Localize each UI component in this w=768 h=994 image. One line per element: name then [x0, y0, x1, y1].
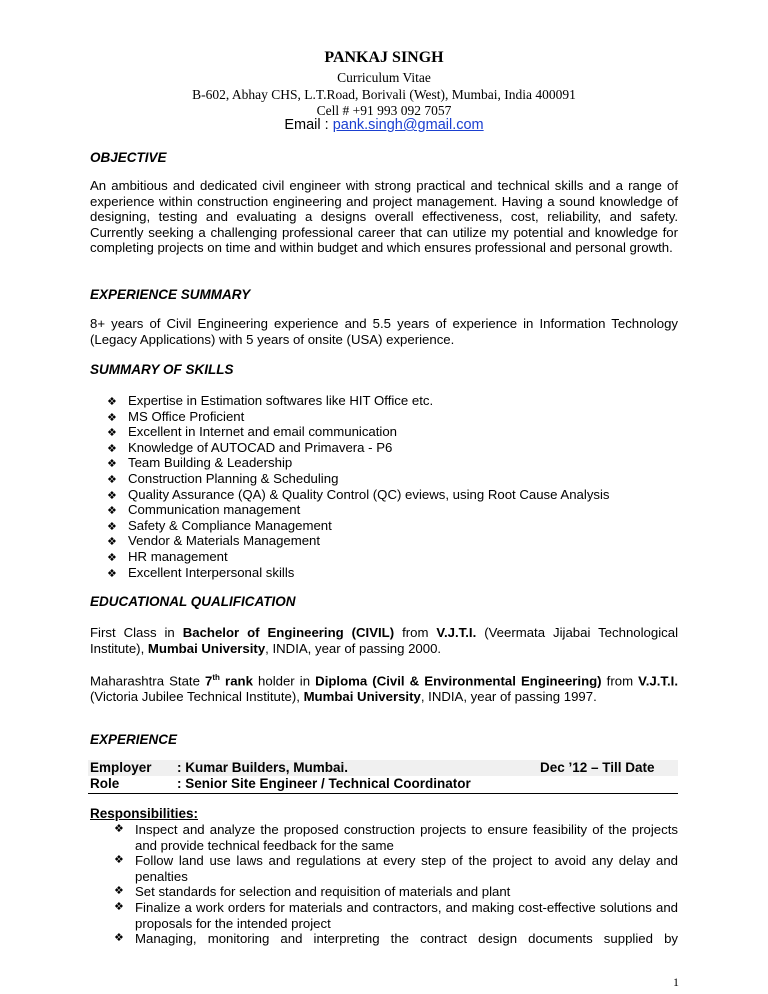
- role-value: : Senior Site Engineer / Technical Coordinator: [177, 776, 471, 791]
- employer-row: [88, 760, 678, 776]
- table-divider: [88, 793, 678, 794]
- diamond-bullet-icon: ❖: [107, 458, 117, 471]
- employer-value: : Kumar Builders, Mumbai.: [177, 760, 349, 775]
- list-item: ❖ Follow land use laws and regulations at every step of the project to avoid any delay and penalties: [114, 853, 678, 884]
- education-diploma: Maharashtra State 7th rank holder in Diploma (Civil & Environmental Engineering) from V.J.T.I. (Victoria Jubilee Technical Institute), Mumbai University, INDIA, year of passing 1997.: [90, 673, 679, 704]
- role-row: [88, 776, 678, 792]
- objective-heading: OBJECTIVE: [90, 150, 167, 165]
- diamond-bullet-icon: ❖: [107, 520, 117, 533]
- address-line: B-602, Abhay CHS, L.T.Road, Borivali (West), Mumbai, India 400091: [192, 87, 576, 102]
- diamond-bullet-icon: ❖: [107, 551, 117, 564]
- list-item: ❖ HR management: [107, 549, 667, 565]
- education-degree: First Class in Bachelor of Engineering (CIVIL) from V.J.T.I. (Veermata Jijabai Technological Institute), Mumbai University, INDIA, year of passing 2000.: [90, 625, 679, 656]
- list-item: ❖ Set standards for selection and requisition of materials and plant: [114, 884, 511, 900]
- skills-list: [107, 393, 667, 580]
- list-item: ❖ Expertise in Estimation softwares like HIT Office etc.: [107, 393, 667, 409]
- diamond-bullet-icon: ❖: [114, 823, 124, 835]
- list-item: ❖ Excellent Interpersonal skills: [107, 565, 667, 581]
- diamond-bullet-icon: ❖: [107, 442, 117, 455]
- diamond-bullet-icon: ❖: [107, 567, 117, 580]
- diamond-bullet-icon: ❖: [114, 854, 124, 867]
- email-label: Email :: [284, 117, 333, 133]
- diamond-bullet-icon: ❖: [114, 885, 124, 898]
- experience-summary-heading: EXPERIENCE SUMMARY: [90, 287, 251, 302]
- email-link[interactable]: pank.singh@gmail.com: [332, 117, 484, 133]
- page-number: 1: [673, 975, 679, 989]
- list-item: ❖ Managing, monitoring and interpreting the contract design documents supplied by: [114, 931, 678, 947]
- experience-summary-text: 8+ years of Civil Engineering experience and 5.5 years of experience in Information Technology (Legacy Applications) with 5 years of onsite (USA) experience.: [90, 316, 678, 347]
- diamond-bullet-icon: ❖: [114, 900, 124, 913]
- diamond-bullet-icon: ❖: [107, 427, 117, 440]
- diamond-bullet-icon: ❖: [107, 505, 117, 518]
- candidate-name: PANKAJ SINGH: [324, 49, 444, 66]
- diamond-bullet-icon: ❖: [107, 473, 117, 486]
- list-item: ❖ Inspect and analyze the proposed construction projects to ensure feasibility of the projects and provide technical feedback for the same: [114, 822, 678, 853]
- experience-heading: EXPERIENCE: [90, 732, 178, 747]
- skills-heading: SUMMARY OF SKILLS: [90, 362, 234, 377]
- diamond-bullet-icon: ❖: [114, 932, 124, 945]
- education-heading: EDUCATIONAL QUALIFICATION: [90, 594, 296, 609]
- diamond-bullet-icon: ❖: [107, 411, 117, 424]
- employment-dates: Dec ’12 – Till Date: [540, 760, 655, 775]
- document-subtitle: Curriculum Vitae: [337, 70, 431, 85]
- responsibilities-list: [114, 822, 678, 947]
- list-item: ❖ Knowledge of AUTOCAD and Primavera - P6: [107, 440, 667, 456]
- employment-table: [88, 760, 678, 793]
- list-item: ❖ Quality Assurance (QA) & Quality Control (QC) eviews, using Root Cause Analysis: [107, 487, 667, 503]
- list-item: ❖ Safety & Compliance Management: [107, 518, 667, 534]
- diamond-bullet-icon: ❖: [107, 396, 117, 408]
- list-item: ❖ Team Building & Leadership: [107, 455, 667, 471]
- list-item: ❖ MS Office Proficient: [107, 409, 667, 425]
- diamond-bullet-icon: ❖: [107, 536, 117, 549]
- list-item: ❖ Communication management: [107, 502, 667, 518]
- objective-text: An ambitious and dedicated civil engineer with strong practical and technical skills and a range of experience within construction engineering and project management. Having a sound knowledge of designing, testing and evaluating a designs overall effectiveness, cost, reliability, and safety. Currently seeking a challenging professional career that can utilize my potential and knowledge for completing projects on time and within budget and which ensures professional and personal growth.: [90, 178, 678, 256]
- list-item: ❖ Construction Planning & Scheduling: [107, 471, 667, 487]
- cell-number: Cell # +91 993 092 7057: [316, 103, 452, 118]
- email-line: [0, 117, 768, 133]
- role-label: Role: [90, 776, 120, 791]
- list-item: ❖ Excellent in Internet and email communication: [107, 424, 667, 440]
- diamond-bullet-icon: ❖: [107, 489, 117, 502]
- responsibilities-heading: Responsibilities:: [90, 806, 199, 821]
- employer-label: Employer: [90, 760, 152, 775]
- list-item: ❖ Finalize a work orders for materials and contractors, and making cost-effective solutions and proposals for the intended project: [114, 899, 678, 931]
- list-item: ❖ Vendor & Materials Management: [107, 533, 667, 549]
